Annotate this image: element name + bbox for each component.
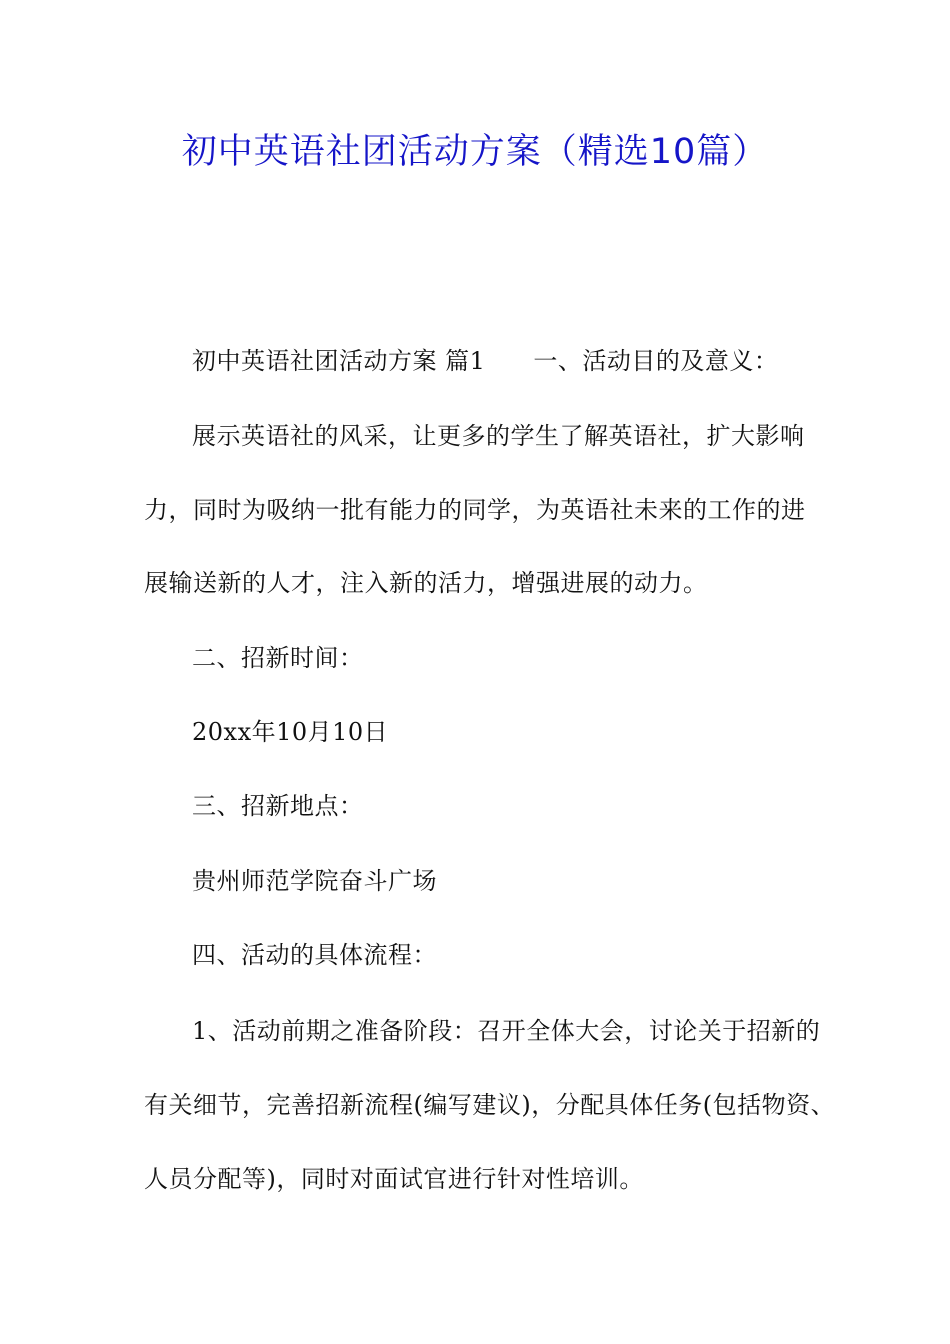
- paragraph-line: 人员分配等)，同时对面试官进行针对性培训。: [144, 1165, 644, 1193]
- section-heading: 三、招新地点：: [192, 792, 364, 820]
- paragraph-line: 力，同时为吸纳一批有能力的同学，为英语社未来的工作的进: [144, 496, 806, 524]
- section-heading: 初中英语社团活动方案 篇1: [192, 347, 486, 375]
- section-heading: 四、活动的具体流程：: [192, 941, 437, 969]
- paragraph-line: 贵州师范学院奋斗广场: [192, 867, 437, 895]
- paragraph-line: 20xx年10月10日: [192, 718, 389, 746]
- paragraph-line: 1、活动前期之准备阶段：召开全体大会，讨论关于招新的: [192, 1017, 821, 1045]
- subsection-heading: 一、活动目的及意义：: [533, 347, 779, 375]
- heading-line: [192, 346, 872, 376]
- paragraph-line: 展输送新的人才，注入新的活力，增强进展的动力。: [144, 569, 708, 597]
- paragraph-line: 展示英语社的风采，让更多的学生了解英语社，扩大影响: [192, 422, 805, 450]
- section-heading: 二、招新时间：: [192, 644, 364, 672]
- document-title: 初中英语社团活动方案（精选10篇）: [181, 132, 769, 172]
- paragraph-line: 有关细节，完善招新流程(编写建议)，分配具体任务(包括物资、: [144, 1091, 836, 1119]
